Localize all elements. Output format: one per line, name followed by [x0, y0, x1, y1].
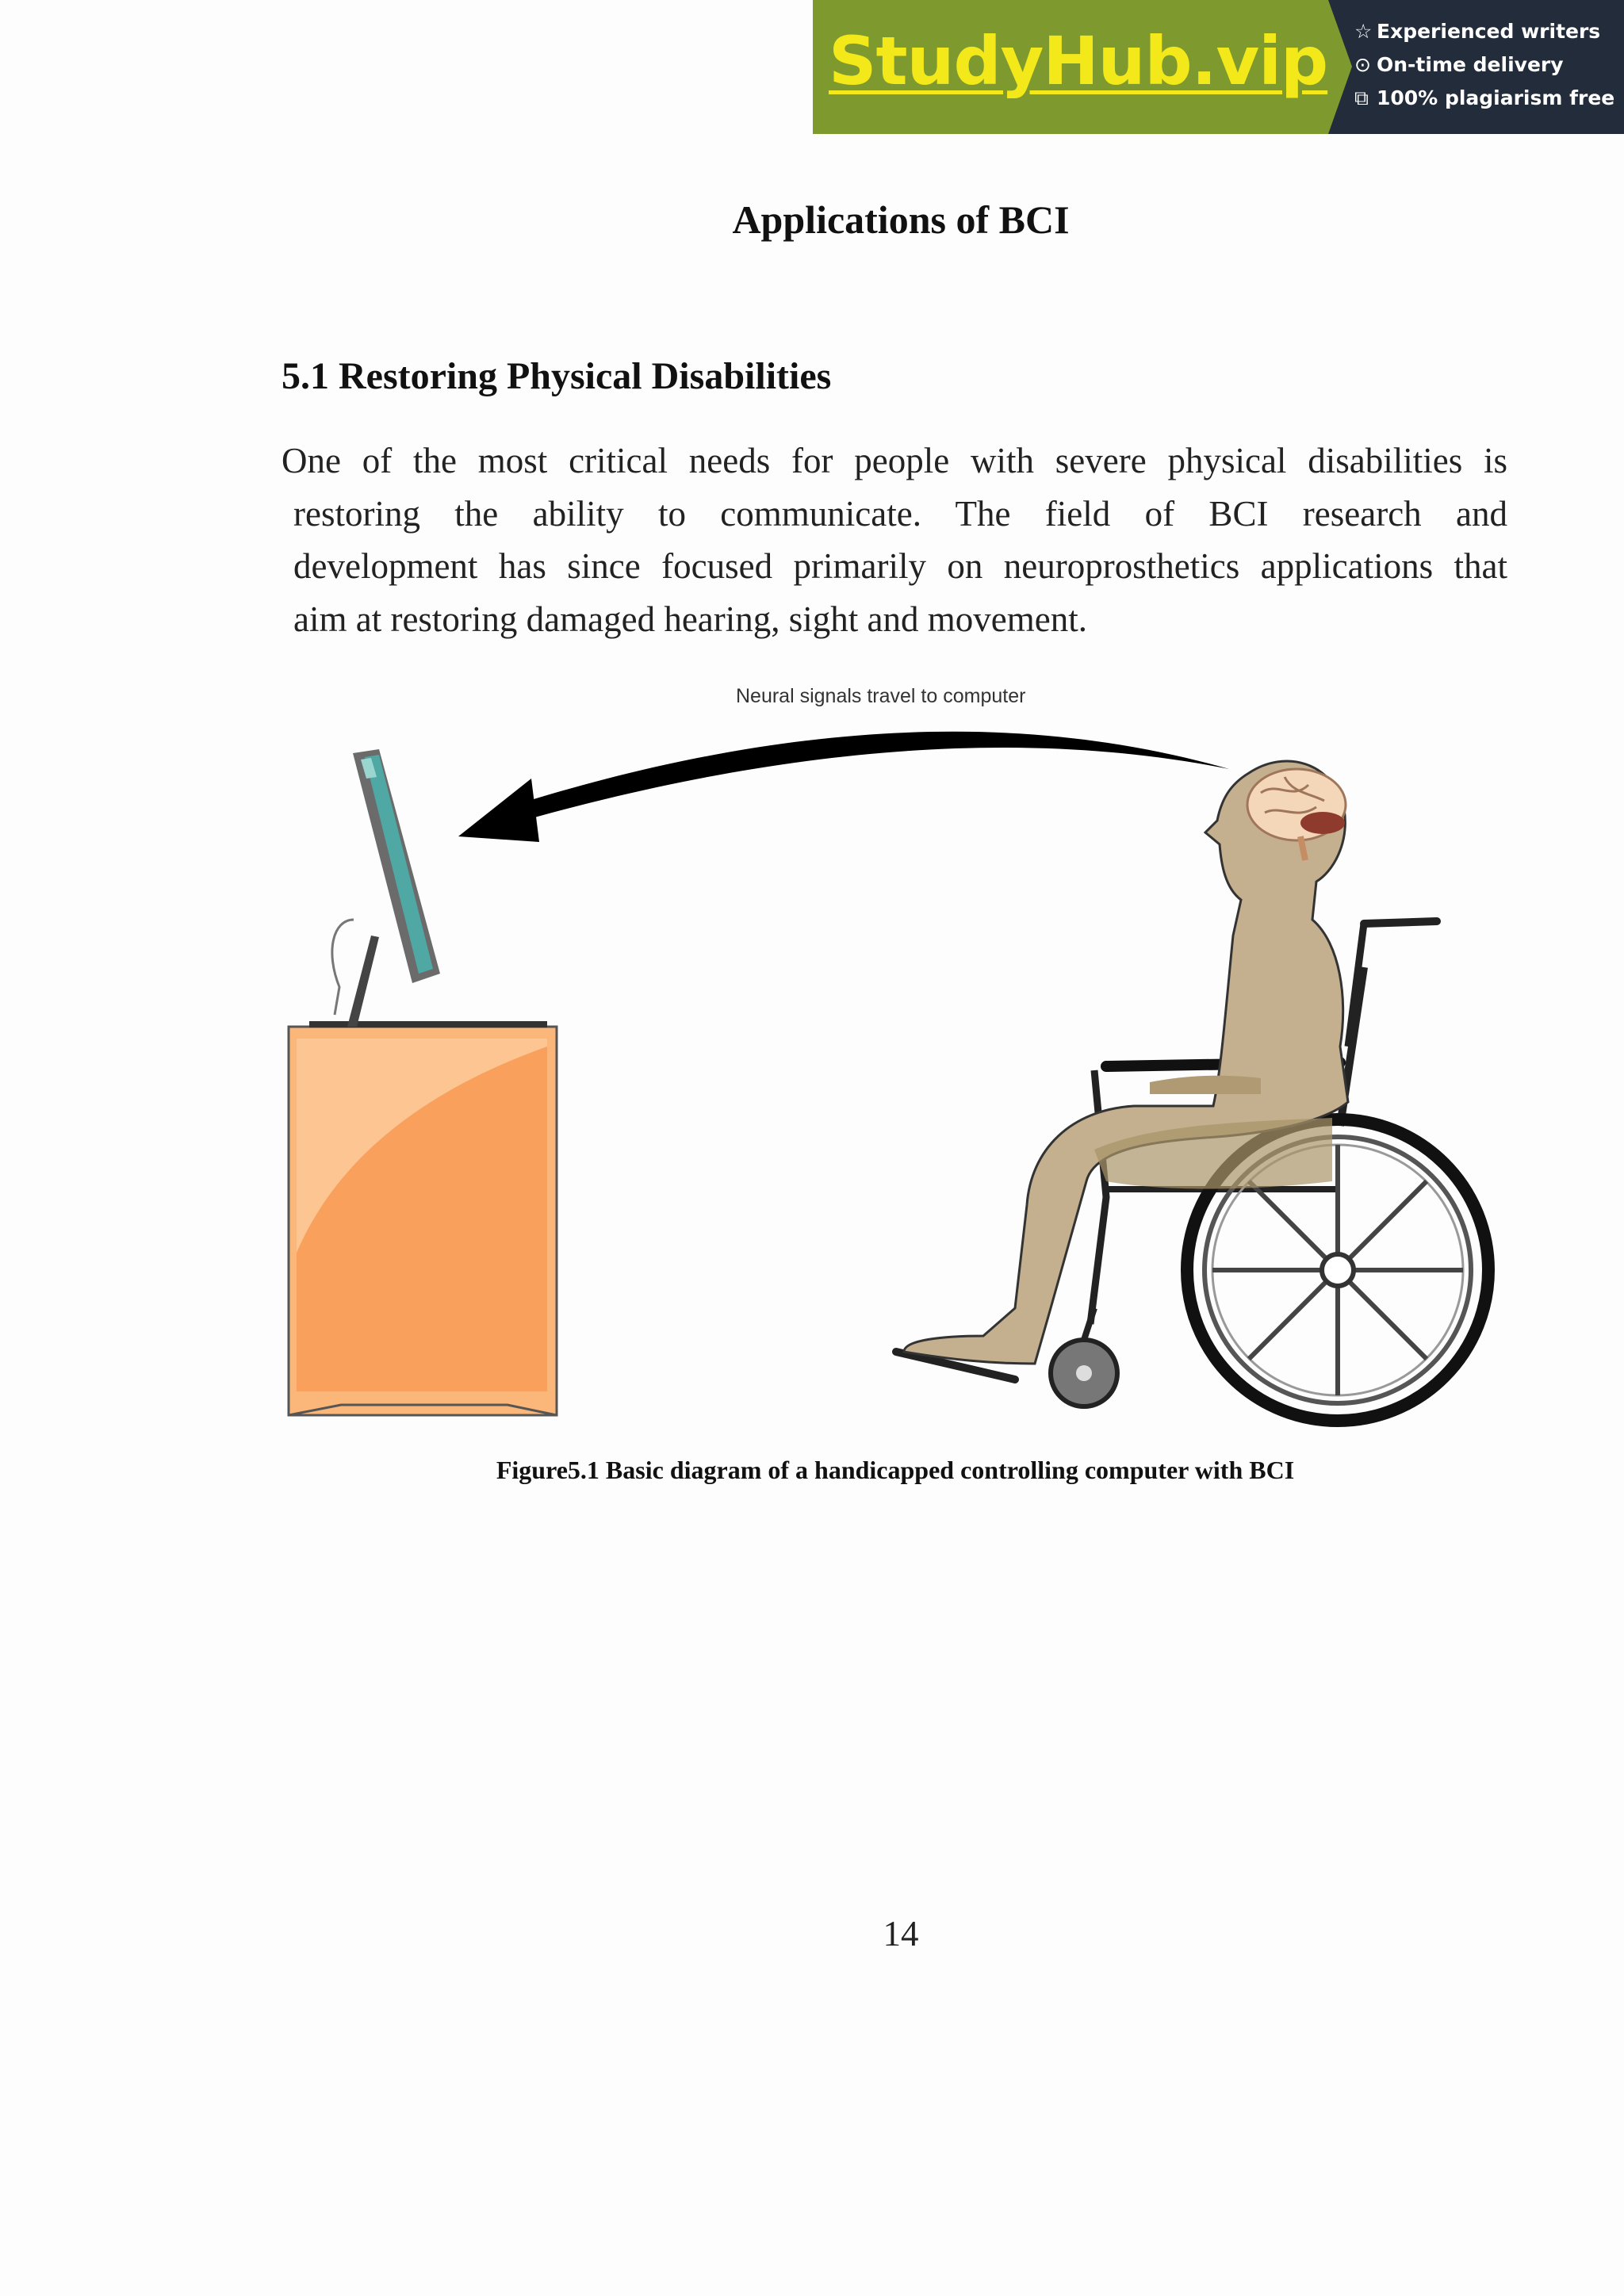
- feature-label: Experienced writers: [1377, 20, 1601, 43]
- feature-label: 100% plagiarism free: [1377, 86, 1615, 109]
- neural-signal-arrow: [458, 732, 1229, 842]
- feature-experienced-writers: [1354, 20, 1600, 43]
- figure-signal-label: Neural signals travel to computer: [736, 685, 1026, 707]
- body-paragraph: [282, 434, 1507, 645]
- star-icon: ☆: [1354, 20, 1373, 43]
- paragraph-line: aim at restoring damaged hearing, sight and movement.: [293, 599, 1087, 639]
- feature-on-time-delivery: [1354, 53, 1564, 76]
- figure-caption: Figure5.1 Basic diagram of a handicapped controlling computer with BCI: [496, 1456, 1295, 1484]
- studyhub-banner[interactable]: [813, 0, 1624, 134]
- section-heading: 5.1 Restoring Physical Disabilities: [282, 355, 832, 397]
- paragraph-line: One of the most critical needs for people with severe physical disabilities is: [282, 441, 1507, 480]
- feature-label: On-time delivery: [1377, 53, 1564, 76]
- clock-icon: ⊙: [1354, 53, 1371, 76]
- page-number: 14: [883, 1914, 919, 1954]
- bci-diagram-figure: [278, 674, 1499, 1427]
- copy-icon: ⧉: [1354, 86, 1369, 109]
- paragraph-line: development has since focused primarily on neuroprosthetics applications that: [293, 546, 1507, 586]
- page-title: Applications of BCI: [732, 197, 1070, 242]
- brand-logo-text[interactable]: StudyHub.vip: [829, 22, 1328, 100]
- computer-monitor: [332, 749, 440, 1027]
- bci-illustration: [278, 674, 1499, 1427]
- feature-plagiarism-free: [1354, 86, 1614, 110]
- computer-desk: [289, 1021, 557, 1415]
- paragraph-line: restoring the ability to communicate. The field of BCI research and: [293, 493, 1507, 534]
